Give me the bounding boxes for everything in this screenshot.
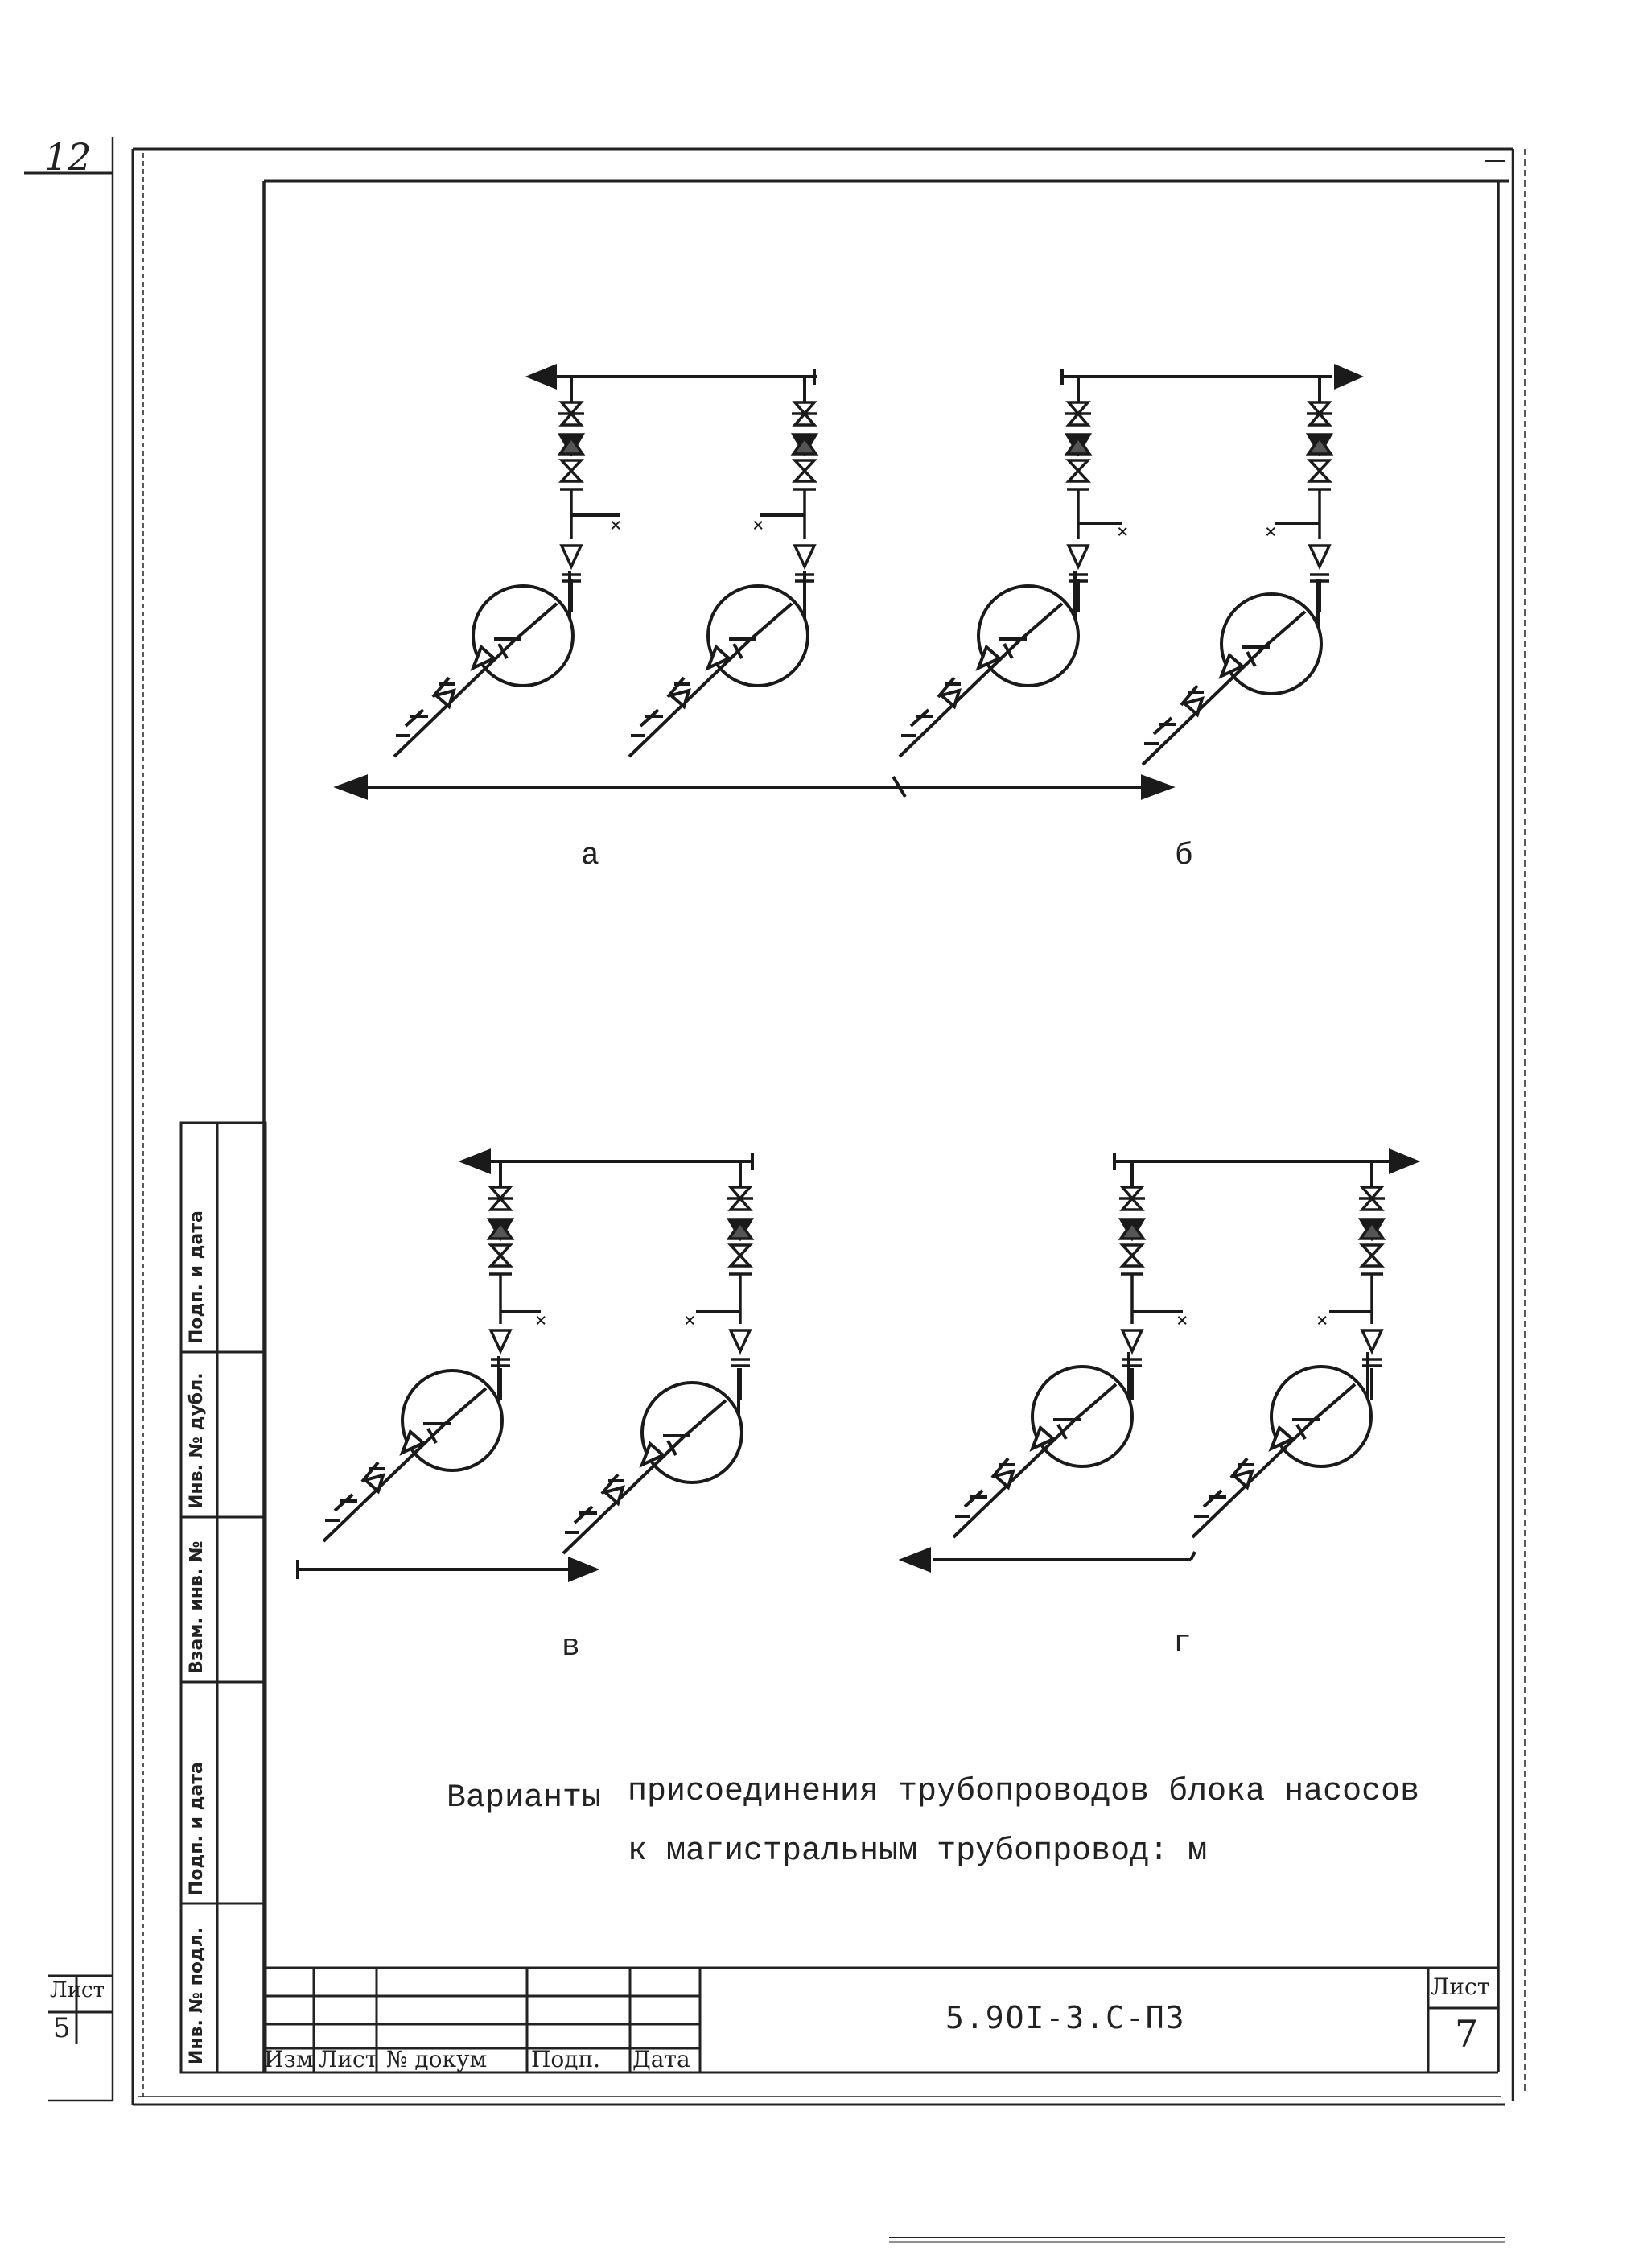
- outer-sheet-number: 5: [53, 2012, 71, 2044]
- margin-label-sign-date-1: Подп. и дата: [187, 1210, 207, 1344]
- svg-text:×: ×: [684, 1309, 696, 1331]
- svg-text:×: ×: [1176, 1309, 1188, 1331]
- svg-text:×: ×: [1265, 520, 1277, 542]
- variant-label-v: в: [562, 1630, 580, 1664]
- outer-sheet-label: Лист: [50, 1978, 105, 2002]
- stamp-col-list: Лист: [319, 2046, 378, 2072]
- scheme-b: [865, 366, 1360, 798]
- caption-line-1-start: Варианты: [447, 1780, 602, 1816]
- stamp-col-date: Дата: [632, 2046, 690, 2072]
- margin-label-orig-inv: Инв. № подл.: [187, 1927, 207, 2064]
- stamp-sheet-number: 7: [1455, 2012, 1479, 2056]
- variant-label-g: г: [1173, 1626, 1192, 1660]
- margin-label-sign-date-2: Подп. и дата: [187, 1762, 207, 1895]
- stamp-sheet-label: Лист: [1431, 1973, 1490, 2000]
- svg-text:×: ×: [1316, 1309, 1328, 1331]
- caption-line-2: к магистральным трубопровод: м: [628, 1833, 1208, 1870]
- scheme-a: [338, 366, 905, 798]
- stamp-col-izm: Изм: [264, 2046, 314, 2072]
- scheme-v: [298, 1151, 753, 1580]
- caption-line-1-rest: присоединения трубопроводов блока насосов: [628, 1774, 1420, 1810]
- svg-text:×: ×: [610, 513, 622, 536]
- svg-text:×: ×: [535, 1309, 547, 1331]
- svg-text:×: ×: [1117, 520, 1129, 542]
- svg-text:×: ×: [752, 513, 764, 536]
- margin-label-replace-inv: Взам. инв. №: [187, 1540, 207, 1674]
- variant-label-a: а: [581, 839, 599, 873]
- variant-label-b: б: [1175, 839, 1193, 873]
- stamp-col-sign: Подп.: [531, 2046, 601, 2072]
- stamp-col-doc: № докум: [386, 2046, 488, 2072]
- stamp-doc-code: 5.9ОI-3.С-ПЗ: [945, 2000, 1186, 2035]
- scheme-g: [903, 1151, 1416, 1570]
- margin-label-dup-inv: Инв. № дубл.: [187, 1372, 207, 1509]
- corner-number: 12: [44, 135, 92, 179]
